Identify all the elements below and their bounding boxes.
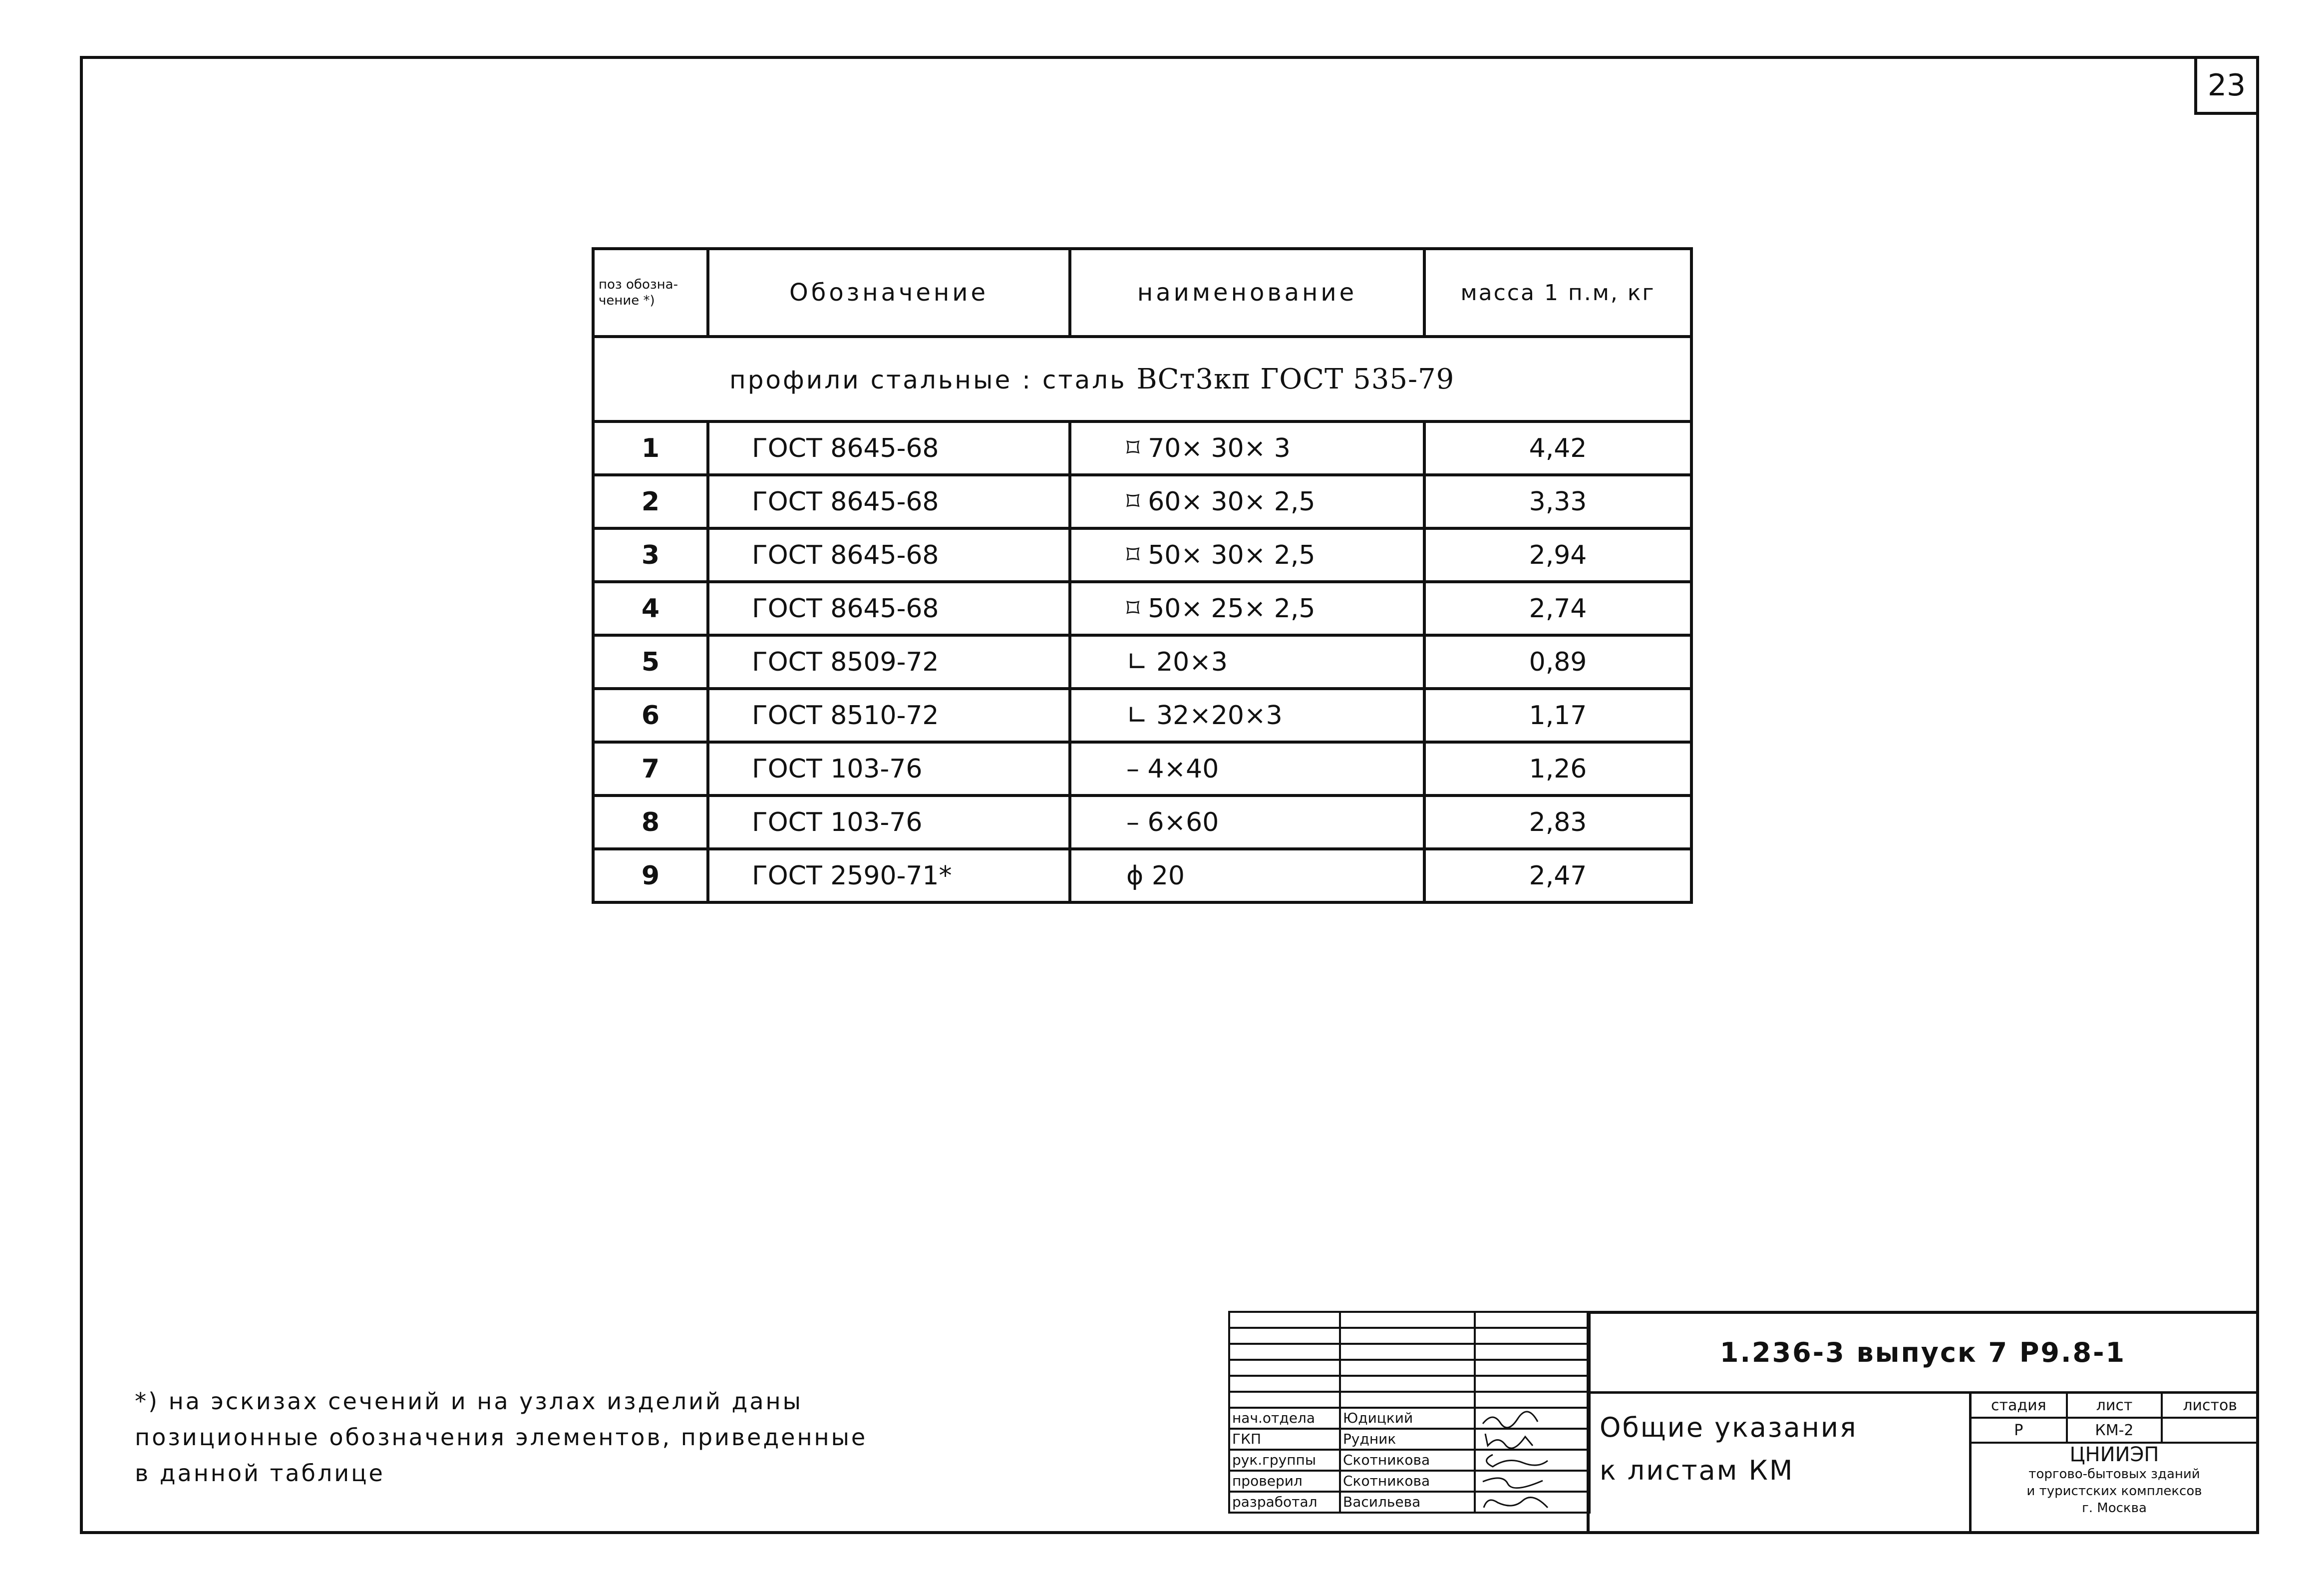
- sheets-value: [2162, 1418, 2257, 1443]
- header-mass: масса 1 п.м, кг: [1424, 249, 1691, 337]
- cell-mass: 4,42: [1424, 421, 1691, 475]
- table-row: [593, 635, 1691, 689]
- cell-designation: ГОСТ 103-76: [708, 795, 1070, 849]
- signature-blank-row: [1229, 1376, 1590, 1392]
- signature-row: [1229, 1450, 1590, 1471]
- header-position: поз обозна-чение *): [593, 249, 708, 337]
- cell-designation: ГОСТ 8645-68: [708, 421, 1070, 475]
- sheet-label: лист: [2067, 1394, 2162, 1418]
- cell-mass: 2,94: [1424, 528, 1691, 582]
- cell-mass: 2,74: [1424, 582, 1691, 635]
- signature-role: разработал: [1229, 1492, 1340, 1513]
- document-title-line1: Общие указания: [1600, 1412, 1858, 1443]
- stage-sheet-table: [1972, 1394, 2257, 1444]
- cell-mass: 2,83: [1424, 795, 1691, 849]
- title-block: [1228, 1311, 2259, 1534]
- cell-designation: ГОСТ 8645-68: [708, 582, 1070, 635]
- cell-name: – 6×60: [1070, 795, 1424, 849]
- signature-blank-row: [1229, 1328, 1590, 1344]
- signature-mark: [1475, 1450, 1590, 1471]
- cell-name: ⌑ 60× 30× 2,5: [1070, 475, 1424, 528]
- table-row: [593, 475, 1691, 528]
- signature-blank-row: [1229, 1344, 1590, 1360]
- signature-blank-row: [1229, 1392, 1590, 1408]
- handwritten-signature-icon: [1478, 1472, 1553, 1491]
- cell-designation: ГОСТ 8645-68: [708, 528, 1070, 582]
- group-title-grade: ВСт3кп ГОСТ 535-79: [1136, 363, 1455, 396]
- header-name: наименование: [1070, 249, 1424, 337]
- cell-designation: ГОСТ 2590-71*: [708, 849, 1070, 902]
- meta-label-row: [1972, 1394, 2257, 1418]
- table-row: [593, 528, 1691, 582]
- document-code: 1.236-3 выпуск 7 Р9.8-1: [1590, 1314, 2256, 1394]
- signature-table: [1228, 1311, 1591, 1514]
- cell-name: ∟ 20×3: [1070, 635, 1424, 689]
- cell-name: ⌑ 50× 25× 2,5: [1070, 582, 1424, 635]
- meta-value-row: [1972, 1418, 2257, 1443]
- cell-name: ⌑ 50× 30× 2,5: [1070, 528, 1424, 582]
- sheet-value: КМ-2: [2067, 1418, 2162, 1443]
- table-header-row: [593, 249, 1691, 337]
- signature-person: Скотникова: [1340, 1471, 1475, 1492]
- signature-blank-row: [1229, 1360, 1590, 1376]
- table-row: [593, 849, 1691, 902]
- title-block-main: [1587, 1311, 2259, 1534]
- cell-mass: 2,47: [1424, 849, 1691, 902]
- signature-row: [1229, 1471, 1590, 1492]
- table-row: [593, 421, 1691, 475]
- table-row: [593, 742, 1691, 795]
- signature-role: проверил: [1229, 1471, 1340, 1492]
- cell-designation: ГОСТ 103-76: [708, 742, 1070, 795]
- cell-mass: 0,89: [1424, 635, 1691, 689]
- signature-role: ГКП: [1229, 1429, 1340, 1450]
- cell-name: ⌑ 70× 30× 3: [1070, 421, 1424, 475]
- cell-position: 1: [593, 421, 708, 475]
- sheets-label: листов: [2162, 1394, 2257, 1418]
- header-designation: Обозначение: [708, 249, 1070, 337]
- cell-position: 3: [593, 528, 708, 582]
- group-title: [593, 337, 1691, 421]
- footnote: *) на эскизах сечений и на узлах изделий даны позиционные обозначения элементов, приведенные в данной таблице: [135, 1388, 868, 1487]
- signature-mark: [1475, 1429, 1590, 1450]
- document-title: [1600, 1406, 1969, 1492]
- signature-row: [1229, 1408, 1590, 1429]
- cell-position: 4: [593, 582, 708, 635]
- signature-blank-row: [1229, 1312, 1590, 1328]
- organization-line: и туристских комплексов: [2026, 1484, 2202, 1499]
- page-number: 23: [2194, 56, 2259, 115]
- document-title-line2: к листам КМ: [1600, 1455, 1794, 1486]
- signature-row: [1229, 1492, 1590, 1513]
- handwritten-signature-icon: [1478, 1430, 1553, 1449]
- signature-mark: [1475, 1471, 1590, 1492]
- cell-designation: ГОСТ 8510-72: [708, 689, 1070, 742]
- signature-mark: [1475, 1492, 1590, 1513]
- stage-value: Р: [1972, 1418, 2067, 1443]
- cell-designation: ГОСТ 8509-72: [708, 635, 1070, 689]
- cell-position: 6: [593, 689, 708, 742]
- signature-person: Юдицкий: [1340, 1408, 1475, 1429]
- handwritten-signature-icon: [1478, 1493, 1553, 1512]
- stage-label: стадия: [1972, 1394, 2067, 1418]
- signature-person: Рудник: [1340, 1429, 1475, 1450]
- organization: [1972, 1444, 2257, 1517]
- cell-mass: 1,26: [1424, 742, 1691, 795]
- cell-name: – 4×40: [1070, 742, 1424, 795]
- group-row: [593, 337, 1691, 421]
- signature-mark: [1475, 1408, 1590, 1429]
- cell-position: 2: [593, 475, 708, 528]
- cell-name: ∟ 32×20×3: [1070, 689, 1424, 742]
- cell-designation: ГОСТ 8645-68: [708, 475, 1070, 528]
- signature-person: Скотникова: [1340, 1450, 1475, 1471]
- table-row: [593, 689, 1691, 742]
- organization-name: ЦНИИЭП: [2069, 1443, 2159, 1466]
- specification-table: [592, 247, 1693, 904]
- signature-row: [1229, 1429, 1590, 1450]
- organization-city: г. Москва: [2082, 1501, 2147, 1516]
- handwritten-signature-icon: [1478, 1451, 1553, 1470]
- table-row: [593, 582, 1691, 635]
- signature-person: Васильева: [1340, 1492, 1475, 1513]
- cell-name: ϕ 20: [1070, 849, 1424, 902]
- stage-sheet-block: [1969, 1394, 2257, 1534]
- group-title-prefix: профили стальные : сталь: [729, 365, 1127, 395]
- cell-position: 8: [593, 795, 708, 849]
- cell-mass: 3,33: [1424, 475, 1691, 528]
- signature-role: рук.группы: [1229, 1450, 1340, 1471]
- cell-mass: 1,17: [1424, 689, 1691, 742]
- cell-position: 5: [593, 635, 708, 689]
- cell-position: 9: [593, 849, 708, 902]
- table-row: [593, 795, 1691, 849]
- organization-line: торгово-бытовых зданий: [2028, 1467, 2200, 1482]
- cell-position: 7: [593, 742, 708, 795]
- signature-role: нач.отдела: [1229, 1408, 1340, 1429]
- handwritten-signature-icon: [1478, 1409, 1553, 1428]
